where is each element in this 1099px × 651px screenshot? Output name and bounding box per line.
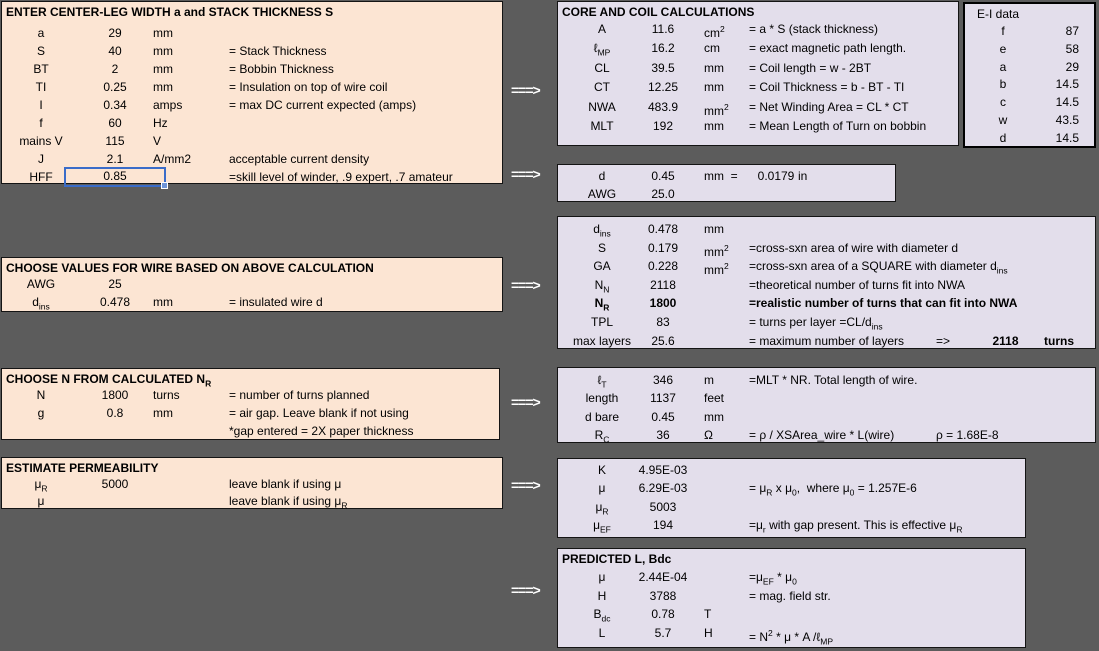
cell-unit: feet — [704, 391, 725, 406]
cell-label: AWG — [26, 277, 56, 291]
spreadsheet-row — [2, 151, 502, 169]
cell-label: d — [598, 169, 606, 183]
cell-value[interactable]: 16.2 — [651, 41, 675, 56]
cell-unit: Ω — [704, 428, 713, 443]
cell-desc: $=\mu_r$ with gap present. This is effective $\mu_R$ — [749, 518, 963, 535]
cell-unit: mm — [153, 295, 173, 309]
cell-desc: =realistic number of turns that can fit into NWA — [749, 296, 1018, 311]
spreadsheet-row — [558, 79, 958, 98]
cell-value[interactable]: 2118 — [650, 277, 676, 292]
spreadsheet-row — [2, 61, 502, 79]
cell-label: g — [37, 406, 45, 420]
panel-enter-dimensions — [1, 1, 503, 184]
cell-unit: $mm^2$ — [704, 101, 729, 118]
spreadsheet-row — [965, 76, 1094, 94]
spreadsheet-row — [965, 59, 1094, 77]
spreadsheet-row — [558, 277, 1095, 296]
cell-label: S — [597, 240, 606, 255]
cell-value[interactable]: 60 — [108, 116, 122, 130]
cell-label: b — [999, 77, 1007, 92]
cell-unit: V — [153, 134, 162, 148]
cell-value[interactable]: 58 — [1065, 41, 1079, 56]
cell-value[interactable]: 0.45 — [651, 169, 675, 183]
panel-title: CHOOSE N FROM CALCULATED $N_R$ — [6, 372, 212, 389]
cell-label: f — [1001, 24, 1005, 38]
cell-unit: T — [704, 607, 712, 622]
cell-label: max layers — [572, 333, 631, 348]
cell-label: $N_R$ — [594, 296, 610, 313]
cell-value[interactable]: 1800 — [649, 296, 677, 311]
spreadsheet-row — [558, 99, 958, 118]
spreadsheet-row — [558, 462, 1025, 480]
cell-unit2: in — [798, 169, 808, 183]
panel-wire-length — [557, 367, 1096, 443]
cell-unit: mm — [704, 60, 724, 75]
cell-label: $d_{ins}$ — [593, 222, 611, 239]
cell-value[interactable]: 0.45 — [651, 409, 675, 424]
cell-value[interactable]: 29 — [108, 26, 122, 40]
cell-label: ℓ$_{MP}$ — [593, 41, 611, 58]
flow-arrow-icon: ===> — [511, 166, 540, 182]
spreadsheet-row — [558, 606, 1025, 625]
cell-unit: $mm^2$ — [704, 242, 729, 259]
cell-desc: = Mean Length of Turn on bobbin — [749, 118, 927, 133]
cell-desc: =cross-sxn area of a SQUARE with diameter $d_{ins}$ — [749, 259, 1008, 276]
cell-label: CT — [594, 80, 610, 95]
panel-predicted-l-bdc — [557, 548, 1026, 648]
cell-desc: = Net Winding Area = CL * CT — [749, 99, 909, 114]
cell-value[interactable]: 40 — [108, 44, 122, 58]
cell-value[interactable]: 87 — [1065, 24, 1079, 38]
cell-label: a — [37, 26, 45, 40]
spreadsheet-row — [558, 409, 1095, 427]
spreadsheet-row — [558, 240, 1095, 259]
cell-label: BT — [33, 62, 49, 76]
cell-value[interactable]: 25.0 — [651, 187, 675, 201]
cell-value[interactable]: 12.25 — [647, 80, 679, 95]
cell-value[interactable]: 115 — [105, 134, 125, 148]
spreadsheet-row — [2, 169, 502, 187]
cell-value[interactable]: 0.228 — [647, 259, 679, 274]
spreadsheet-row — [558, 60, 958, 79]
cell-unit: mm — [153, 26, 173, 40]
cell-label: I — [39, 98, 43, 112]
cell-label: $N_N$ — [594, 277, 610, 295]
cell-value[interactable]: 192 — [652, 118, 674, 133]
cell-label: TI — [35, 80, 47, 94]
cell-unit: mm — [704, 80, 724, 95]
spreadsheet-row — [2, 79, 502, 97]
cell-value[interactable]: 0.34 — [103, 98, 127, 112]
cell-value[interactable]: 14.5 — [1055, 130, 1079, 145]
panel-title: CHOOSE VALUES FOR WIRE BASED ON ABOVE CALCULATION — [6, 261, 374, 275]
spreadsheet-row — [2, 476, 502, 493]
spreadsheet-row — [2, 423, 499, 441]
cell-desc: =skill level of winder, .9 expert, .7 amateur — [229, 170, 453, 184]
spreadsheet-row — [965, 94, 1094, 112]
spreadsheet-row — [558, 390, 1095, 408]
panel-permeability-calc — [557, 458, 1026, 538]
cell-desc: = Coil length = w - 2BT — [749, 60, 872, 75]
spreadsheet-row — [558, 569, 1025, 588]
spreadsheet-row — [558, 499, 1025, 517]
cell-label: N — [36, 388, 46, 402]
spreadsheet-row — [558, 588, 1025, 607]
spreadsheet-row — [2, 276, 502, 294]
cell-extra_unit: turns — [1044, 333, 1074, 348]
cell-value[interactable]: 0.85 — [66, 169, 164, 185]
cell-desc: acceptable current density — [229, 152, 370, 166]
spreadsheet-row — [558, 480, 1025, 498]
cell-value[interactable]: 36 — [656, 428, 670, 443]
cell-label: S — [36, 44, 45, 58]
cell-unit: mm — [704, 222, 724, 236]
cell-unit: $mm^2$ — [704, 261, 729, 278]
panel-title: ESTIMATE PERMEABILITY — [6, 461, 159, 475]
cell-value[interactable]: 5.7 — [654, 626, 672, 641]
cell-desc: = $\mu_R$ x $\mu_0$, where $\mu_0 = 1.257E-6$ — [749, 481, 917, 498]
cell-label: CL — [594, 60, 610, 75]
cell-desc2: => — [936, 333, 951, 348]
cell-unit: mm — [153, 44, 173, 58]
cell-value[interactable]: 6.29E-03 — [638, 481, 688, 496]
cell-label: K — [597, 463, 606, 477]
cell-label: GA — [593, 259, 611, 274]
cell-value[interactable]: 3788 — [649, 588, 677, 603]
spreadsheet-row — [2, 97, 502, 115]
cell-desc: = mag. field str. — [749, 588, 831, 603]
cell-value[interactable]: 0.25 — [103, 80, 127, 94]
cell-value[interactable]: 83 — [656, 314, 670, 329]
cell-value[interactable]: 5003 — [649, 499, 677, 514]
cell-desc: = Stack Thickness — [229, 44, 327, 58]
panel-title: ENTER CENTER-LEG WIDTH a and STACK THICKNESS S — [6, 5, 334, 19]
cell-unit: m — [704, 373, 714, 387]
panel-estimate-permeability — [1, 457, 503, 509]
cell-extra_value: 2118 — [992, 333, 1019, 348]
panel-title: E-I data — [977, 7, 1020, 21]
cell-desc: = $N^2$ * μ * A /ℓ$_{MP}$ — [749, 628, 833, 647]
spreadsheet-row — [2, 25, 502, 43]
cell-unit: cm — [704, 41, 720, 56]
cell-value[interactable]: 0.78 — [651, 607, 675, 622]
spreadsheet-row — [2, 387, 499, 405]
cell-label: J — [38, 152, 44, 166]
cell-desc: = maximum number of layers — [749, 333, 905, 348]
cell-label: μ — [37, 494, 45, 508]
cell-value[interactable]: 0.8 — [106, 406, 124, 420]
cell-desc: = a * S (stack thickness) — [749, 22, 879, 36]
panel-ei-data — [963, 2, 1096, 148]
panel-core-calculations — [557, 1, 959, 146]
cell-label: a — [999, 59, 1007, 74]
cell-unit: turns — [153, 388, 180, 402]
cell-label: A — [597, 22, 606, 36]
panel-title: CORE AND COIL CALCULATIONS — [562, 5, 755, 19]
spreadsheet-row — [558, 625, 1025, 647]
cell-value[interactable]: 1137 — [650, 391, 676, 406]
spreadsheet-row — [558, 221, 1095, 240]
cell-value[interactable]: 29 — [1065, 59, 1079, 74]
cell-value[interactable]: 25 — [108, 277, 122, 291]
cell-value[interactable]: 0.179 — [647, 240, 679, 255]
cell-label: μ — [598, 570, 606, 584]
cell-value2[interactable]: 0.0179 — [757, 169, 795, 183]
cell-label: length — [585, 391, 619, 406]
cell-label: L — [598, 626, 606, 641]
cell-desc: = Insulation on top of wire coil — [229, 80, 388, 94]
panel-choose-n — [1, 368, 500, 440]
spreadsheet-row — [965, 130, 1094, 148]
spreadsheet-row — [558, 372, 1095, 390]
spreadsheet-row — [965, 23, 1094, 41]
cell-label: μ — [598, 481, 606, 496]
cell-label: w — [998, 112, 1008, 127]
spreadsheet-row — [558, 295, 1095, 314]
cell-label: HFF — [29, 170, 53, 184]
cell-value[interactable]: 346 — [652, 373, 674, 387]
cell-label: H — [597, 588, 607, 603]
spreadsheet-row — [965, 41, 1094, 59]
cell-unit: mm — [153, 406, 173, 420]
cell-label: $d_{ins}$ — [32, 295, 50, 312]
spreadsheet-row — [558, 40, 958, 59]
cell-unit: Hz — [153, 116, 168, 130]
spreadsheet-row — [558, 21, 958, 40]
panel-choose-wire — [1, 257, 503, 312]
cell-desc: = ρ / XSArea_wire * L(wire) — [749, 428, 895, 443]
spreadsheet-row — [2, 294, 502, 312]
cell-value[interactable]: 14.5 — [1055, 77, 1079, 92]
cell-label: e — [999, 41, 1007, 56]
spreadsheet-row — [558, 168, 895, 186]
cell-label: $\mu_R$ — [34, 477, 48, 494]
cell-value[interactable]: 11.6 — [651, 22, 675, 36]
cell-unit: mm — [153, 62, 173, 76]
cell-value[interactable]: 2.1 — [106, 152, 124, 166]
panel-title: PREDICTED L, Bdc — [562, 552, 672, 566]
spreadsheet-row — [558, 517, 1025, 535]
cell-unit: mm — [153, 80, 173, 94]
cell-value[interactable]: 0.478 — [99, 295, 131, 309]
flow-arrow-icon: ===> — [511, 394, 540, 410]
cell-desc: =MLT * NR. Total length of wire. — [749, 373, 918, 387]
panel-wire-turns — [557, 216, 1096, 349]
spreadsheet-row — [965, 112, 1094, 130]
spreadsheet-row — [2, 115, 502, 133]
cell-value[interactable]: 5000 — [101, 477, 129, 491]
cell-label: $\mu_R$ — [595, 499, 609, 517]
cell-label: c — [1000, 95, 1006, 110]
spreadsheet-row — [2, 405, 499, 423]
cell-value[interactable]: 43.5 — [1055, 112, 1079, 127]
cell-unit: $cm^2$ — [704, 24, 725, 40]
cell-value[interactable]: 39.5 — [651, 60, 675, 75]
cell-desc: =theoretical number of turns fit into NWA — [749, 277, 965, 292]
cell-desc: $=\mu_{EF} * \mu_0$ — [749, 570, 797, 587]
cell-desc: = air gap. Leave blank if not using — [229, 406, 409, 420]
flow-arrow-icon: ===> — [511, 582, 540, 598]
spreadsheet-row — [2, 493, 502, 510]
cell-label: NWA — [588, 99, 616, 114]
cell-label: $R_C$ — [594, 428, 610, 445]
cell-label: MLT — [590, 118, 614, 133]
cell-label: $B_{dc}$ — [593, 607, 611, 624]
cell-desc2: ρ = 1.68E-8 — [936, 428, 999, 443]
cell-unit: mm — [704, 409, 724, 424]
cell-desc: leave blank if using μ — [229, 477, 342, 491]
spreadsheet-row — [558, 258, 1095, 277]
cell-label: d bare — [584, 409, 620, 424]
cell-value[interactable]: 2.44E-04 — [638, 570, 688, 584]
cell-desc: = Bobbin Thickness — [229, 62, 334, 76]
spreadsheet-row — [558, 427, 1095, 445]
cell-value[interactable]: 2 — [111, 62, 119, 76]
cell-desc: = exact magnetic path length. — [749, 41, 907, 56]
cell-value[interactable]: 14.5 — [1055, 95, 1079, 110]
flow-arrow-icon: ===> — [511, 477, 540, 493]
flow-arrow-icon: ===> — [511, 82, 540, 98]
panel-wire-diameter — [557, 164, 896, 202]
cell-label: mains V — [19, 134, 63, 148]
cell-desc: = max DC current expected (amps) — [229, 98, 417, 112]
cell-unit: A/mm2 — [153, 152, 192, 166]
cell-label: d — [999, 130, 1007, 145]
cell-unit: H — [704, 626, 713, 641]
cell-unit: mm = — [704, 169, 738, 183]
cell-label: AWG — [587, 187, 617, 201]
cell-label: f — [39, 116, 43, 130]
cell-desc: *gap entered = 2X paper thickness — [229, 424, 414, 438]
spreadsheet-row — [2, 43, 502, 61]
spreadsheet-row — [558, 186, 895, 204]
cell-value[interactable]: 1800 — [101, 388, 129, 402]
spreadsheet-row — [558, 314, 1095, 333]
cell-value[interactable]: 483.9 — [647, 99, 679, 114]
cell-desc: =cross-sxn area of wire with diameter d — [749, 240, 959, 255]
cell-desc: = Coil Thickness = b - BT - TI — [749, 80, 905, 95]
spreadsheet-row — [558, 333, 1095, 352]
cell-label: TPL — [590, 314, 613, 329]
spreadsheet-row — [558, 118, 958, 137]
cell-desc: leave blank if using $\mu_R$ — [229, 494, 348, 511]
cell-desc: = number of turns planned — [229, 388, 370, 402]
cell-unit: amps — [153, 98, 183, 112]
cell-value[interactable]: 194 — [652, 518, 674, 533]
spreadsheet-row — [2, 133, 502, 151]
cell-label: ℓ$_T$ — [597, 373, 607, 390]
cell-value[interactable]: 25.6 — [651, 333, 675, 348]
cell-value[interactable]: 4.95E-03 — [638, 463, 688, 477]
cell-desc: = turns per layer $=CL/d_{ins}$ — [749, 314, 883, 332]
cell-value[interactable]: 0.478 — [647, 222, 679, 236]
flow-arrow-icon: ===> — [511, 277, 540, 293]
cell-unit: mm — [704, 118, 724, 133]
cell-desc: = insulated wire d — [229, 295, 323, 309]
cell-label: $\mu_{EF}$ — [593, 518, 611, 535]
